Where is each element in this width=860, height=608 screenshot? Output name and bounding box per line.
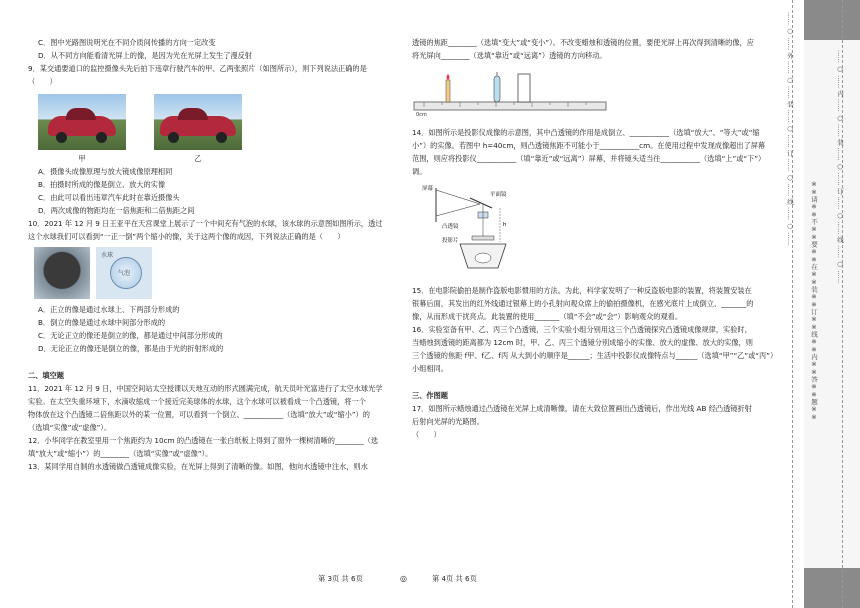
q14-line-1: 14．如图所示是投影仪成像的示意图，其中凸透镜的作用是成倒立、___________（选填“放大”、“等大”或“缩 <box>412 128 760 137</box>
q13-line-3: 将光屏向________（选填“靠近”或“远离”）透镜的方向移动。 <box>412 51 607 60</box>
bubble-label: 气泡 <box>118 270 131 277</box>
right-column <box>412 36 782 441</box>
lens-label: 凸透镜 <box>442 224 459 230</box>
bench-scale-label: 0cm <box>416 112 427 118</box>
q14-line-3: 范围，则应将投影仪___________（填“靠近”或“远离”）屏幕，并将镜头适当往___________（选填“上”或“下”） <box>412 154 766 163</box>
q12-line-1: 12．小华同学在教室里用一个焦距约为 10cm 的凸透镜在一张白纸板上得到了窗外一棵树清晰的________（选 <box>28 436 379 445</box>
q15-line-2: 银幕后面，其发出的红外线通过银幕上的小孔射向观众席上的偷拍摄像机，在感光底片上成倒立、_______的 <box>412 299 754 308</box>
left-column <box>28 36 390 473</box>
q9-option-b: B．拍摄时所成的像是倒立、放大的实像 <box>38 180 166 189</box>
q10-option-c: C．无论正立的像还是倒立的像，都是通过中间部分形成的 <box>38 331 223 340</box>
q17-bracket: （ ） <box>412 430 441 439</box>
sidebar-bottom-block <box>804 568 860 608</box>
q13-line-1: 13．某同学用自制的水透镜做凸透镜成像实验，在光屏上得到了清晰的像。如图，他向水透镜中注水，则水 <box>28 462 368 471</box>
q10-option-b: B．倒立的像是通过水球中间部分形成的 <box>38 318 166 327</box>
mirror-label: 平面镜 <box>490 192 507 198</box>
center-circle-icon: ◎ <box>400 574 407 583</box>
q16-line-4: 小组相同。 <box>412 364 448 373</box>
q11-line-3: 物体放在这个凸透镜二倍焦距以外的某一位置，可以看到一个倒立、___________（选填“放大”或“缩小”）的 <box>28 410 370 419</box>
sidebar-top-block <box>804 0 860 40</box>
inner-margin-text: …… ○ …… 内 …… ○ …… 装 …… ○ …… 订 …… ○ …… 线 …… ○ …… <box>836 50 844 284</box>
water-ball-label: 水球 <box>101 252 114 259</box>
q14-line-2: 小”）的实像。若图中 h=40cm，则凸透镜焦距不可能小于___________cm。在使用过程中发现成像超出了屏幕 <box>412 141 766 150</box>
screen-label: 屏幕 <box>422 186 434 192</box>
optical-bench-diagram <box>412 66 608 118</box>
q10-stem-1: 10．2021 年 12 月 9 日王亚平在天宫课堂上展示了一个中间充有气泡的水球，该水球的示意图如图所示，透过 <box>28 219 383 228</box>
q10-stem-2: 这个水球我们可以看到“一正一倒”两个缩小的像，关于这两个像的成因，下列说法正确的是（ ） <box>28 232 345 241</box>
q13-line-2: 透镜的焦距________（选填“变大”或“变小”）。不改变蜡烛和透镜的位置，要使光屏上再次得到清晰的像，应 <box>412 38 754 47</box>
sidebar-notice: ※※请※※不※※要※※在※※装※※订※※线※※内※※答※※题※※ <box>810 180 818 421</box>
photo-labels <box>38 152 390 165</box>
q8-option-d: D．从不同方向能看清光屏上的像，是因为光在光屏上发生了漫反射 <box>38 51 252 60</box>
photo-label-jia: 甲 <box>78 154 86 163</box>
q10-option-d: D．无论正立的像还是倒立的像，都是由于光的折射形成的 <box>38 344 224 353</box>
section-draw-heading: 三、作图题 <box>412 391 448 400</box>
q9-option-c: C．由此可以看出违章汽车此时在靠近摄像头 <box>38 193 180 202</box>
q16-line-3: 三个透镜的焦距 f甲、f乙、f丙 从大到小的顺序是______；生活中投影仪成像特点与______（选填“甲”“乙”或“丙”） <box>412 351 778 360</box>
q17-line-1: 17．如图所示蜡烛通过凸透镜在光屏上成清晰像，请在大致位置画出凸透镜后，作出光线 AB 经凸透镜折射 <box>412 404 752 413</box>
q9-bracket: （ ） <box>28 77 57 86</box>
q15-line-1: 15．在电影院偷拍是制作盗版电影惯用的方法。为此，科学家发明了一种反盗版电影的装置，将装置安装在 <box>412 286 752 295</box>
q9-option-d: D．两次成像的物距均在一倍焦距和二倍焦距之间 <box>38 206 195 215</box>
q16-line-2: 当蜡烛到透镜的距离都为 12cm 时，甲、乙、丙三个透镜分别成缩小的实像、放大的虚像、放大的实像，则 <box>412 338 753 347</box>
q16-line-1: 16．实验室备有甲、乙、丙三个凸透镜，三个实验小组分别用这三个凸透镜探究凸透镜成像规律，实验时， <box>412 325 752 334</box>
q10-option-a: A．正立的像是通过水球上、下两部分形成的 <box>38 305 180 314</box>
car-photo-yi <box>154 94 242 150</box>
water-ball-diagram <box>96 247 152 299</box>
outer-margin-text: …… ○ …… 外 …… ○ …… 装 …… ○ …… 订 …… ○ …… 线 …… ○ …… <box>786 12 794 246</box>
projector-diagram <box>420 182 530 274</box>
q12-line-2: 填“放大”或“缩小”）的________（选填“实像”或“虚像”）。 <box>28 449 213 458</box>
astronaut-photo <box>34 247 90 299</box>
q11-line-4: （选填“实像”或“虚像”）。 <box>28 423 112 432</box>
q9-stem: 9．某交通要道口的监控摄像头先后拍下违章行驶汽车的甲、乙两张照片（如图所示），则下列说法正确的是 <box>28 64 367 73</box>
q11-line-1: 11．2021 年 12 月 9 日，中国空间站太空授课以天地互动的形式圆满完成，航天员叶光富进行了太空水球光学 <box>28 384 383 393</box>
q10-images <box>34 247 390 299</box>
q15-line-3: 像，从而形成干扰亮点。此装置的使用_______（填“不会”或“会”）影响观众的观看。 <box>412 312 683 321</box>
q11-line-2: 实验。在太空失重环境下，水滴收缩成一个接近完美球体的水球，这个水球可以被看成一个凸透镜，将一个 <box>28 397 366 406</box>
page-3-footer: 第 3页 共 6页 <box>318 574 363 583</box>
car-photo-jia <box>38 94 126 150</box>
q9-option-a: A．摄像头成像原理与放大镜成像原理相同 <box>38 167 173 176</box>
section-fill-heading: 二、填空题 <box>28 371 64 380</box>
q9-photos <box>38 94 390 150</box>
h-label: h <box>503 222 507 228</box>
q8-option-c: C．图中光路图说明光在不同介质间传播的方向一定改变 <box>38 38 216 47</box>
q17-line-2: 后射向光屏的光路图。 <box>412 417 484 426</box>
slide-label: 投影片 <box>442 238 459 244</box>
page-4-footer: 第 4页 共 6页 <box>432 574 477 583</box>
q14-line-4: 调。 <box>412 167 427 176</box>
photo-label-yi: 乙 <box>194 154 202 163</box>
